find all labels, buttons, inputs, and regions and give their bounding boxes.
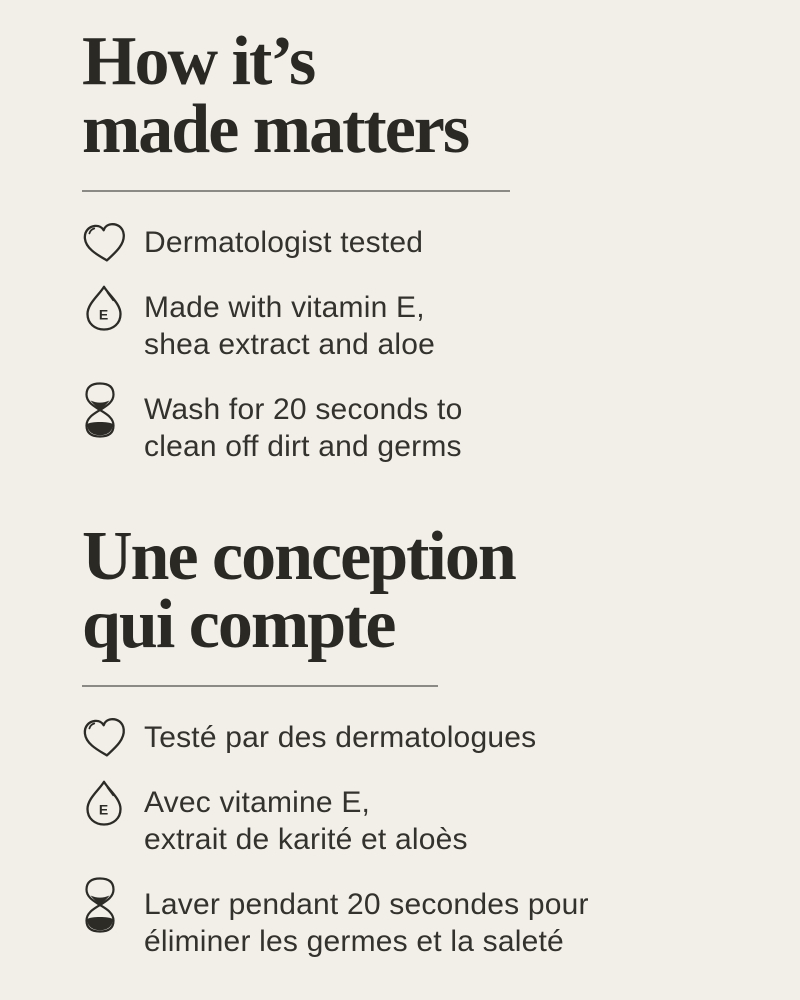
feature-text (144, 719, 536, 756)
heading-line-2: made matters (82, 91, 469, 168)
vitamin-e-droplet-icon (82, 289, 132, 326)
feature-line: Wash for 20 seconds to (144, 393, 463, 426)
feature-line: Laver pendant 20 secondes pour (144, 888, 589, 921)
heading-divider (82, 685, 438, 687)
feature-dermatologist-tested (82, 224, 750, 261)
heading-line-1: Une conception (82, 518, 515, 595)
section-french (82, 518, 750, 960)
heading-line-1: How it’s (82, 23, 315, 100)
feature-line: Avec vitamine E, (144, 786, 371, 819)
feature-text (144, 784, 468, 858)
feature-list-french (82, 719, 750, 960)
heart-icon (82, 719, 132, 756)
feature-teste-dermatologues (82, 719, 750, 756)
feature-text (144, 289, 435, 363)
heading-line-2: qui compte (82, 586, 395, 663)
feature-text (144, 886, 589, 960)
heading-french (82, 518, 750, 663)
droplet-letter: E (98, 801, 109, 817)
feature-line: shea extract and aloe (144, 328, 436, 361)
feature-line: Made with vitamin E, (144, 291, 425, 324)
heading-divider (82, 190, 510, 192)
hourglass-icon (82, 391, 132, 428)
feature-vitamin-e (82, 289, 750, 363)
heading-english (82, 23, 750, 168)
section-english (82, 23, 750, 465)
feature-text (144, 224, 423, 261)
droplet-letter: E (98, 306, 109, 322)
feature-line: Dermatologist tested (144, 226, 424, 259)
heart-icon (82, 224, 132, 261)
vitamin-e-droplet-icon (82, 784, 132, 821)
feature-line: Testé par des dermatologues (144, 721, 537, 754)
feature-laver-20-secondes (82, 886, 750, 960)
feature-list-english (82, 224, 750, 465)
feature-vitamine-e (82, 784, 750, 858)
feature-line: éliminer les germes et la saleté (144, 925, 564, 958)
feature-line: clean off dirt and germs (144, 430, 462, 463)
feature-line: extrait de karité et aloès (144, 823, 468, 856)
hourglass-icon (82, 886, 132, 923)
feature-text (144, 391, 462, 465)
feature-wash-20-seconds (82, 391, 750, 465)
